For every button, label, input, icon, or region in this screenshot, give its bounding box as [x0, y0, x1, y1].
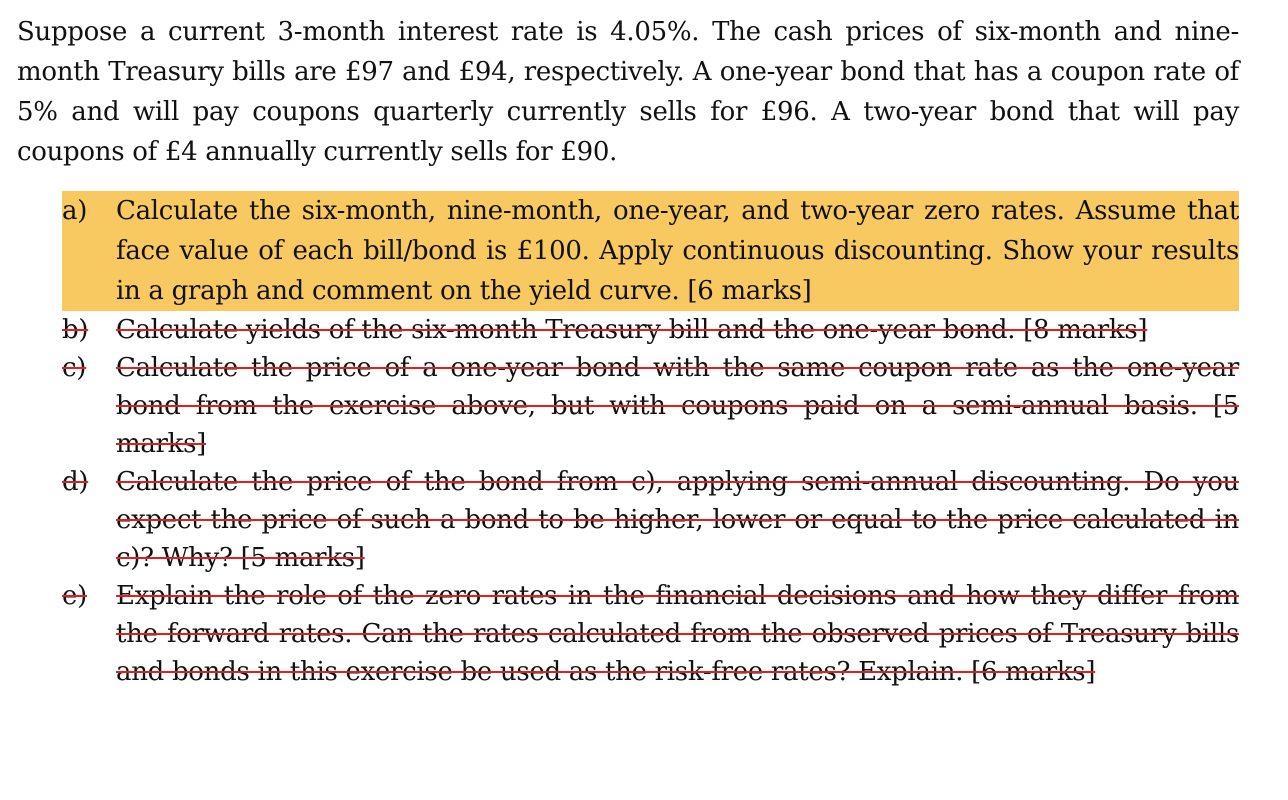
question-list [17, 191, 1239, 691]
question-b [17, 311, 1239, 349]
question-text: Calculate the six-month, nine-month, one-year, and two-year zero rates. Assume that face value of each bill/bond is £100. Apply continuous discounting. Show your results in a graph and comment on the yield curve. [6 marks] [116, 196, 1239, 306]
question-marker: d) [62, 467, 89, 497]
question-text: Calculate the price of the bond from c), applying semi-annual discounting. Do you expect the price of such a bond to be higher, lower or equal to the price calculated in c)? Why? [5 marks] [116, 467, 1239, 573]
question-d [17, 463, 1239, 577]
question-marker: c) [62, 353, 87, 383]
question-text: Calculate the price of a one-year bond with the same coupon rate as the one-year bond from the exercise above, but with coupons paid on a semi-annual basis. [5 marks] [116, 353, 1239, 459]
problem-statement: Suppose a current 3-month interest rate is 4.05%. The cash prices of six-month and nine-month Treasury bills are £97 and £94, respectively. A one-year bond that has a coupon rate of 5% and will pay coupons quarterly currently sells for £96. A two-year bond that will pay coupons of £4 annually currently sells for £90. [17, 17, 1239, 167]
question-marker: e) [62, 581, 87, 611]
question-marker: b) [62, 315, 89, 345]
question-marker: a) [62, 196, 88, 226]
document-body [17, 12, 1239, 691]
question-c [17, 349, 1239, 463]
question-a [62, 191, 1239, 311]
question-text: Calculate yields of the six-month Treasury bill and the one-year bond. [8 marks] [116, 315, 1148, 345]
question-text: Explain the role of the zero rates in the financial decisions and how they differ from the forward rates. Can the rates calculated from the observed prices of Treasury bills and bonds in this exercise be used as the risk-free rates? Explain. [6 marks] [116, 581, 1239, 687]
question-e [17, 577, 1239, 691]
